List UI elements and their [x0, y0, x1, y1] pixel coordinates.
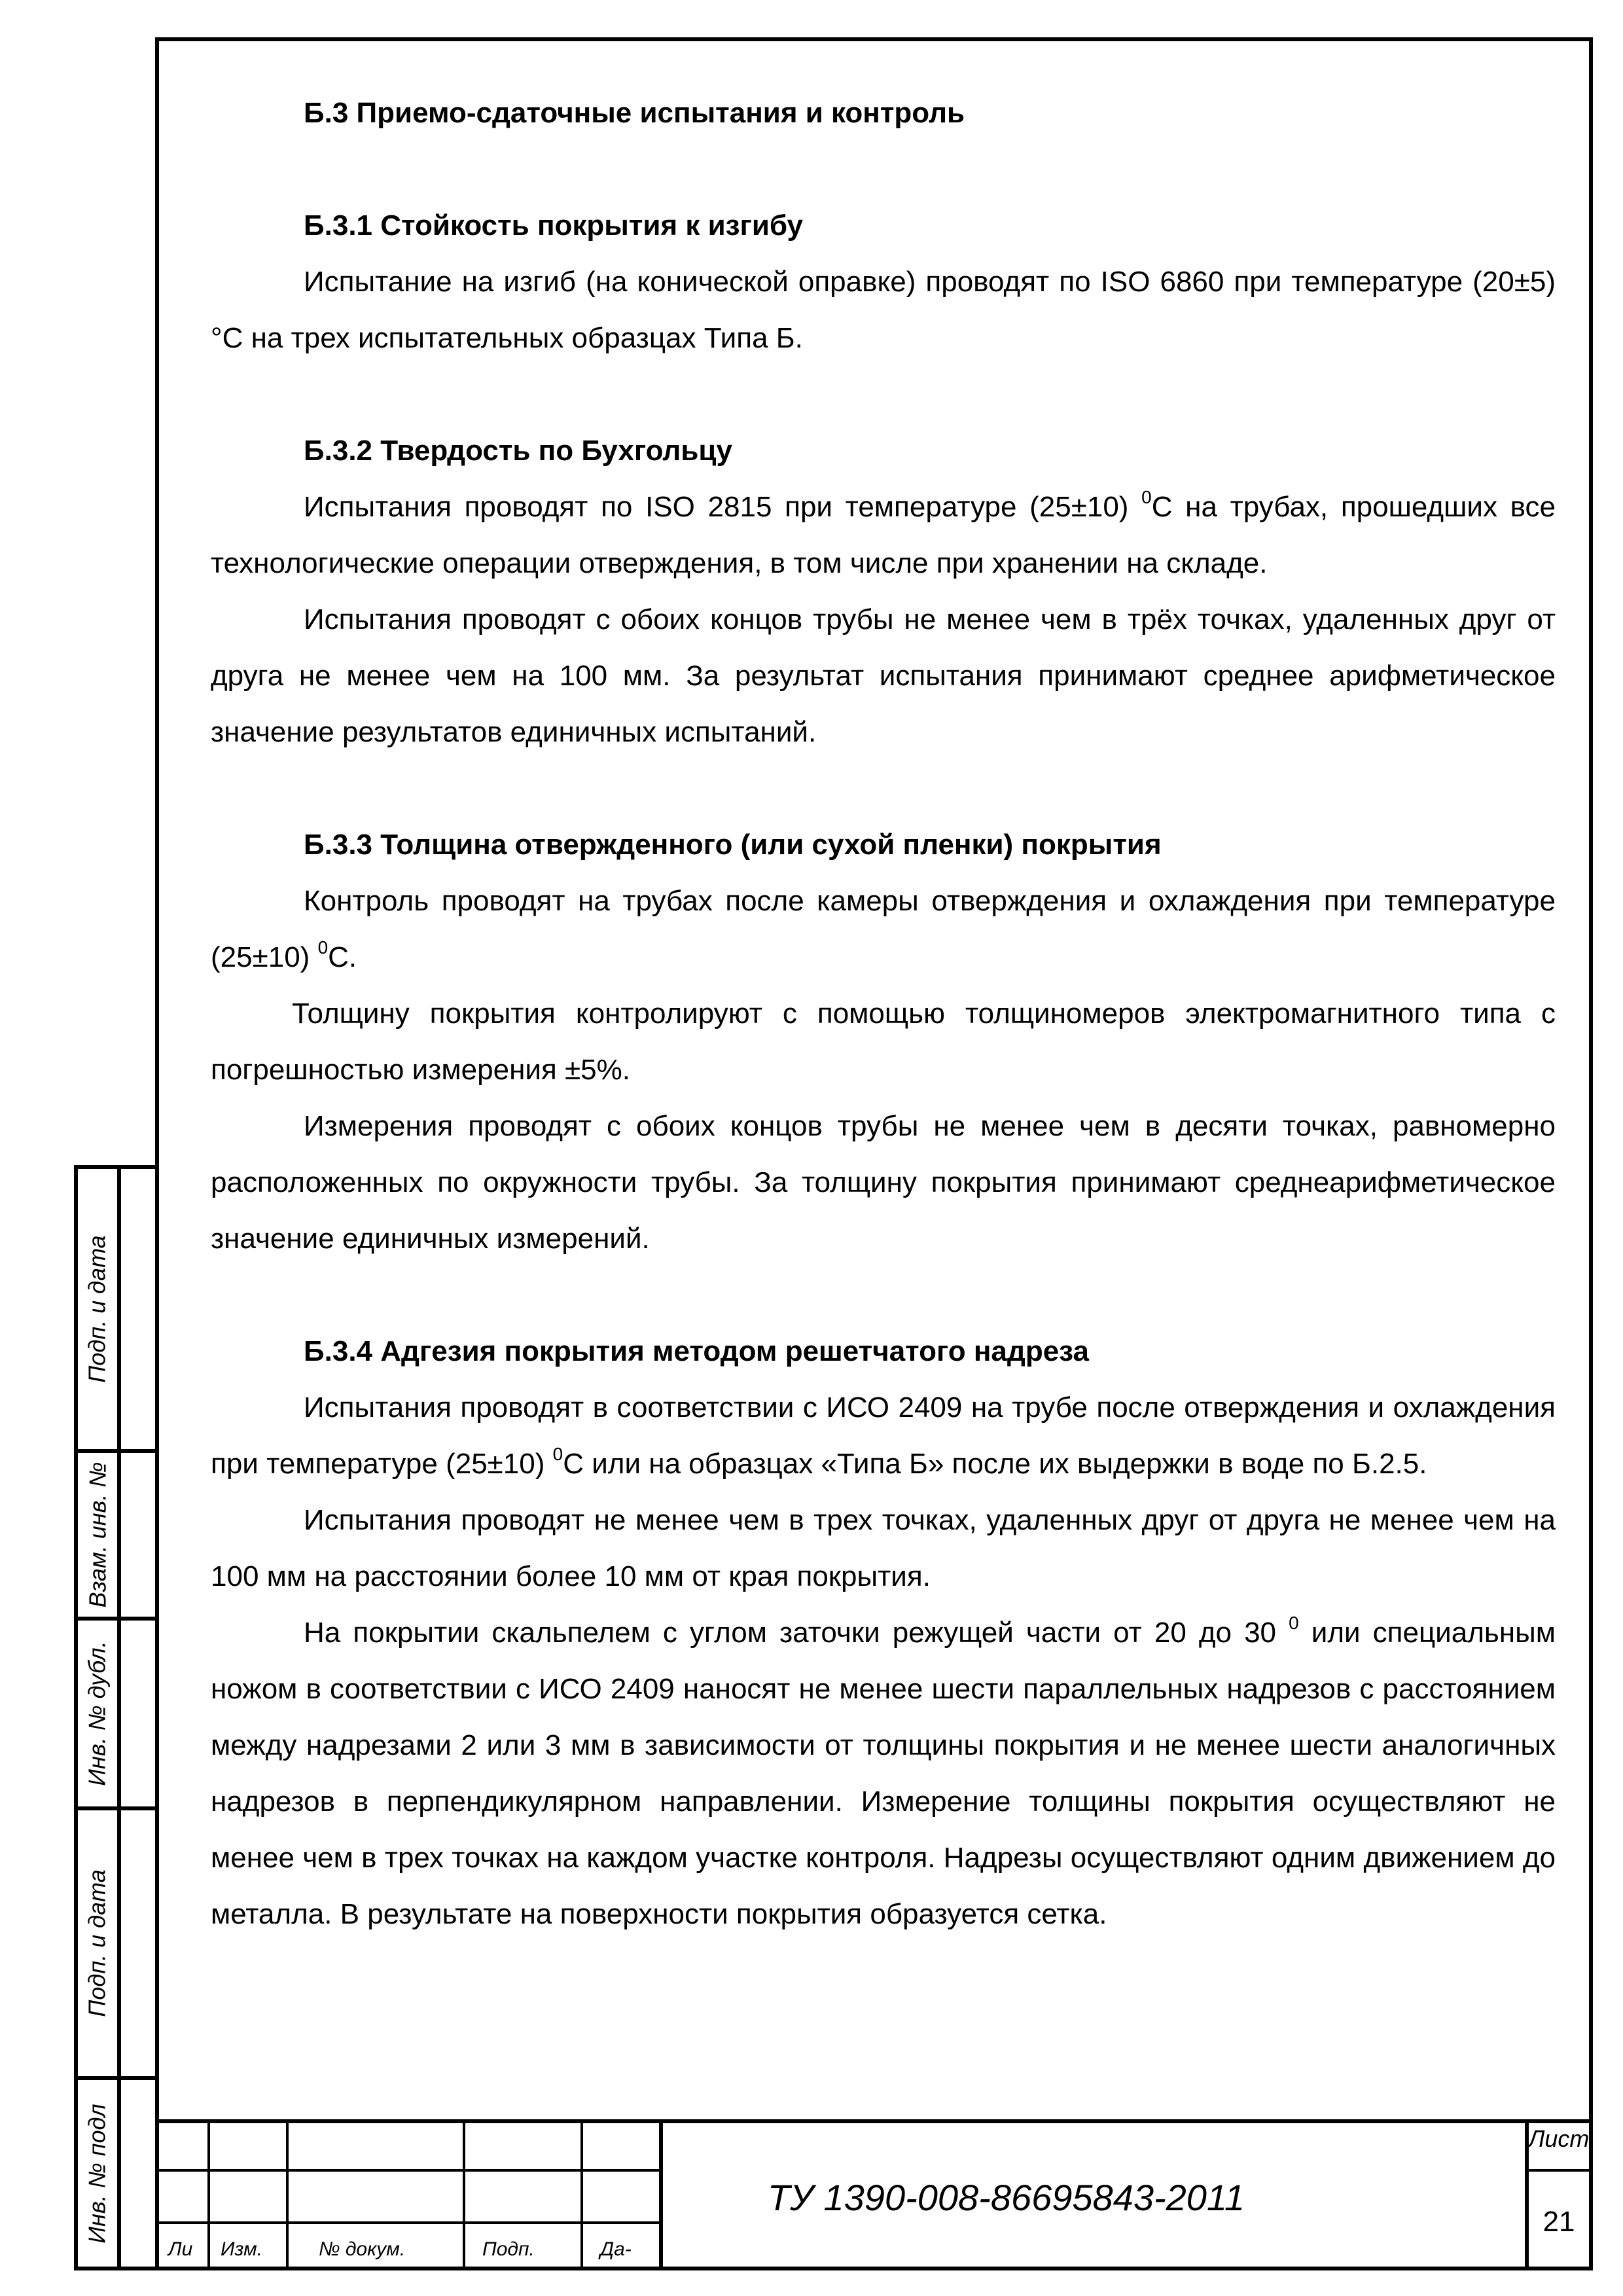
stamp-dokum-label: № докум. — [319, 2238, 406, 2260]
stamp-podp-label: Подп. — [482, 2238, 535, 2260]
sheet-number: 21 — [1543, 2206, 1575, 2238]
section-b33-title: Б.3.3 Толщина отвержденного (или сухой пленки) покрытия — [304, 829, 1162, 861]
stamp-data-label: Да- — [600, 2238, 632, 2260]
section-b34-paragraph-3: На покрытии скальпелем с углом заточки режущей части от 20 до 30 $^0$ или специальным ножом в соответствии с ИСО 2409 наносят не менее шести параллельных надрезов с расстоянием между надрезами 2 или 3 мм в зависимости от толщины покрытия и не менее шести аналогичных надрезов в перпендикулярном направлении. Измерение толщины покрытия осуществляют не менее чем в трех точках на каждом участке контроля. Надрезы осуществляют одним движением до металла. В результате на поверхности покрытия образуется сетка. — [211, 1613, 1556, 1930]
side-box-podp-data-2 — [74, 1810, 155, 2080]
side-box-vzam-inv — [74, 1453, 155, 1621]
section-b33-paragraph-2: Толщину покрытия контролируют с помощью толщиномеров электромагнитного типа с погрешностью измерения ±5%. — [211, 997, 1556, 1086]
section-b32-title: Б.3.2 Твердость по Бухгольцу — [304, 435, 732, 467]
side-label-podp-data-1: Подп. и дата — [84, 1235, 111, 1383]
side-box-inv-podl — [74, 2080, 155, 2270]
sheet-label: Лист — [1528, 2125, 1590, 2152]
section-b32-paragraph-2: Испытания проводят с обоих концов трубы не менее чем в трёх точках, удаленных друг от друга не менее чем на 100 мм. За результат испытания принимают среднее арифметическое значение результатов единичных испытаний. — [211, 603, 1556, 748]
section-b32-paragraph-1: Испытания проводят по ISO 2815 при температуре (25±10) $^0$С на трубах, прошедших все технологические операции отверждения, в том числе при хранении на складе. — [211, 487, 1556, 579]
side-label-inv-podl: Инв. № подл — [84, 2103, 111, 2244]
side-label-inv-dubl: Инв. № дубл. — [84, 1641, 111, 1786]
section-b31-paragraph: Испытание на изгиб (на конической оправке) проводят по ISO 6860 при температуре (20±5) °С на трех испытательных образцах Типа Б. — [211, 266, 1556, 354]
side-box-podp-data-1 — [74, 1165, 155, 1453]
section-b31-title: Б.3.1 Стойкость покрытия к изгибу — [304, 209, 803, 242]
stamp-li-label: Ли — [168, 2238, 193, 2260]
section-b3-title: Б.3 Приемо-сдаточные испытания и контроль — [304, 97, 965, 129]
stamp-izm-label: Изм. — [221, 2238, 262, 2260]
section-b33-paragraph-1: Контроль проводят на трубах после камеры отверждения и охлаждения при температуре (25±10) $^0$С. — [211, 885, 1556, 973]
document-code: ТУ 1390-008-86695843-2011 — [767, 2177, 1245, 2218]
side-label-vzam-inv: Взам. инв. № — [84, 1462, 111, 1608]
section-b34-paragraph-2: Испытания проводят не менее чем в трех точках, удаленных друг от друга не менее чем на 100 мм на расстоянии более 10 мм от края покрытия. — [211, 1504, 1556, 1592]
section-b33-paragraph-3: Измерения проводят с обоих концов трубы не менее чем в десяти точках, равномерно расположенных по окружности трубы. За толщину покрытия принимают среднеарифметическое значение единичных измерений. — [211, 1110, 1556, 1255]
document-body — [211, 85, 1556, 1943]
side-box-inv-dubl — [74, 1621, 155, 1810]
section-b34-title: Б.3.4 Адгезия покрытия методом решетчатого надреза — [304, 1335, 1089, 1367]
side-label-podp-data-2: Подп. и дата — [84, 1869, 111, 2017]
section-b34-paragraph-1: Испытания проводят в соответствии с ИСО 2409 на трубе после отверждения и охлаждения при температуре (25±10) $^0$С или на образцах «Типа Б» после их выдержки в воде по Б.2.5. — [211, 1391, 1556, 1480]
